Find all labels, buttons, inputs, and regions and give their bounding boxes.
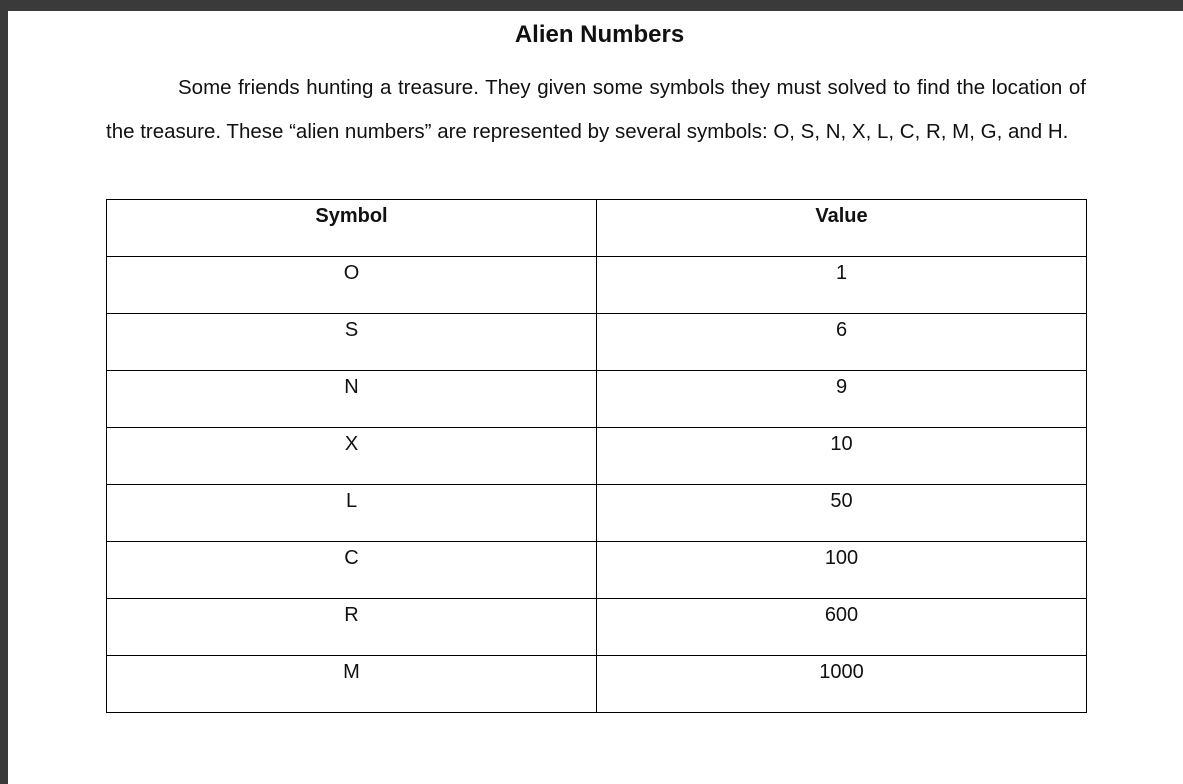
- value-cell: 1000: [597, 656, 1087, 713]
- value-cell: 10: [597, 428, 1087, 485]
- document-title: Alien Numbers: [514, 21, 685, 48]
- value-cell: 9: [597, 371, 1087, 428]
- table-row: [107, 599, 1087, 656]
- symbol-cell: L: [107, 485, 597, 542]
- value-cell: 600: [597, 599, 1087, 656]
- document-page: [8, 11, 1183, 784]
- table-row: [107, 371, 1087, 428]
- table-row: [107, 428, 1087, 485]
- symbol-column-header: Symbol: [107, 200, 597, 257]
- alien-numbers-table: [106, 199, 1087, 713]
- table-row: [107, 656, 1087, 713]
- value-cell: 50: [597, 485, 1087, 542]
- value-cell: 6: [597, 314, 1087, 371]
- symbol-cell: M: [107, 656, 597, 713]
- table-row: [107, 314, 1087, 371]
- symbol-cell: X: [107, 428, 597, 485]
- symbol-cell: N: [107, 371, 597, 428]
- value-cell: 100: [597, 542, 1087, 599]
- symbol-cell: O: [107, 257, 597, 314]
- table-header-row: [107, 200, 1087, 257]
- symbol-cell: C: [107, 542, 597, 599]
- table-row: [107, 257, 1087, 314]
- table-row: [107, 542, 1087, 599]
- intro-paragraph: Some friends hunting a treasure. They given some symbols they must solved to find the location of the treasure. These “alien numbers” are represented by several symbols: O, S, N, X, L, C, R, M, G, and H.: [106, 76, 1086, 143]
- table-row: [107, 485, 1087, 542]
- symbol-cell: R: [107, 599, 597, 656]
- value-column-header: Value: [597, 200, 1087, 257]
- symbol-cell: S: [107, 314, 597, 371]
- value-cell: 1: [597, 257, 1087, 314]
